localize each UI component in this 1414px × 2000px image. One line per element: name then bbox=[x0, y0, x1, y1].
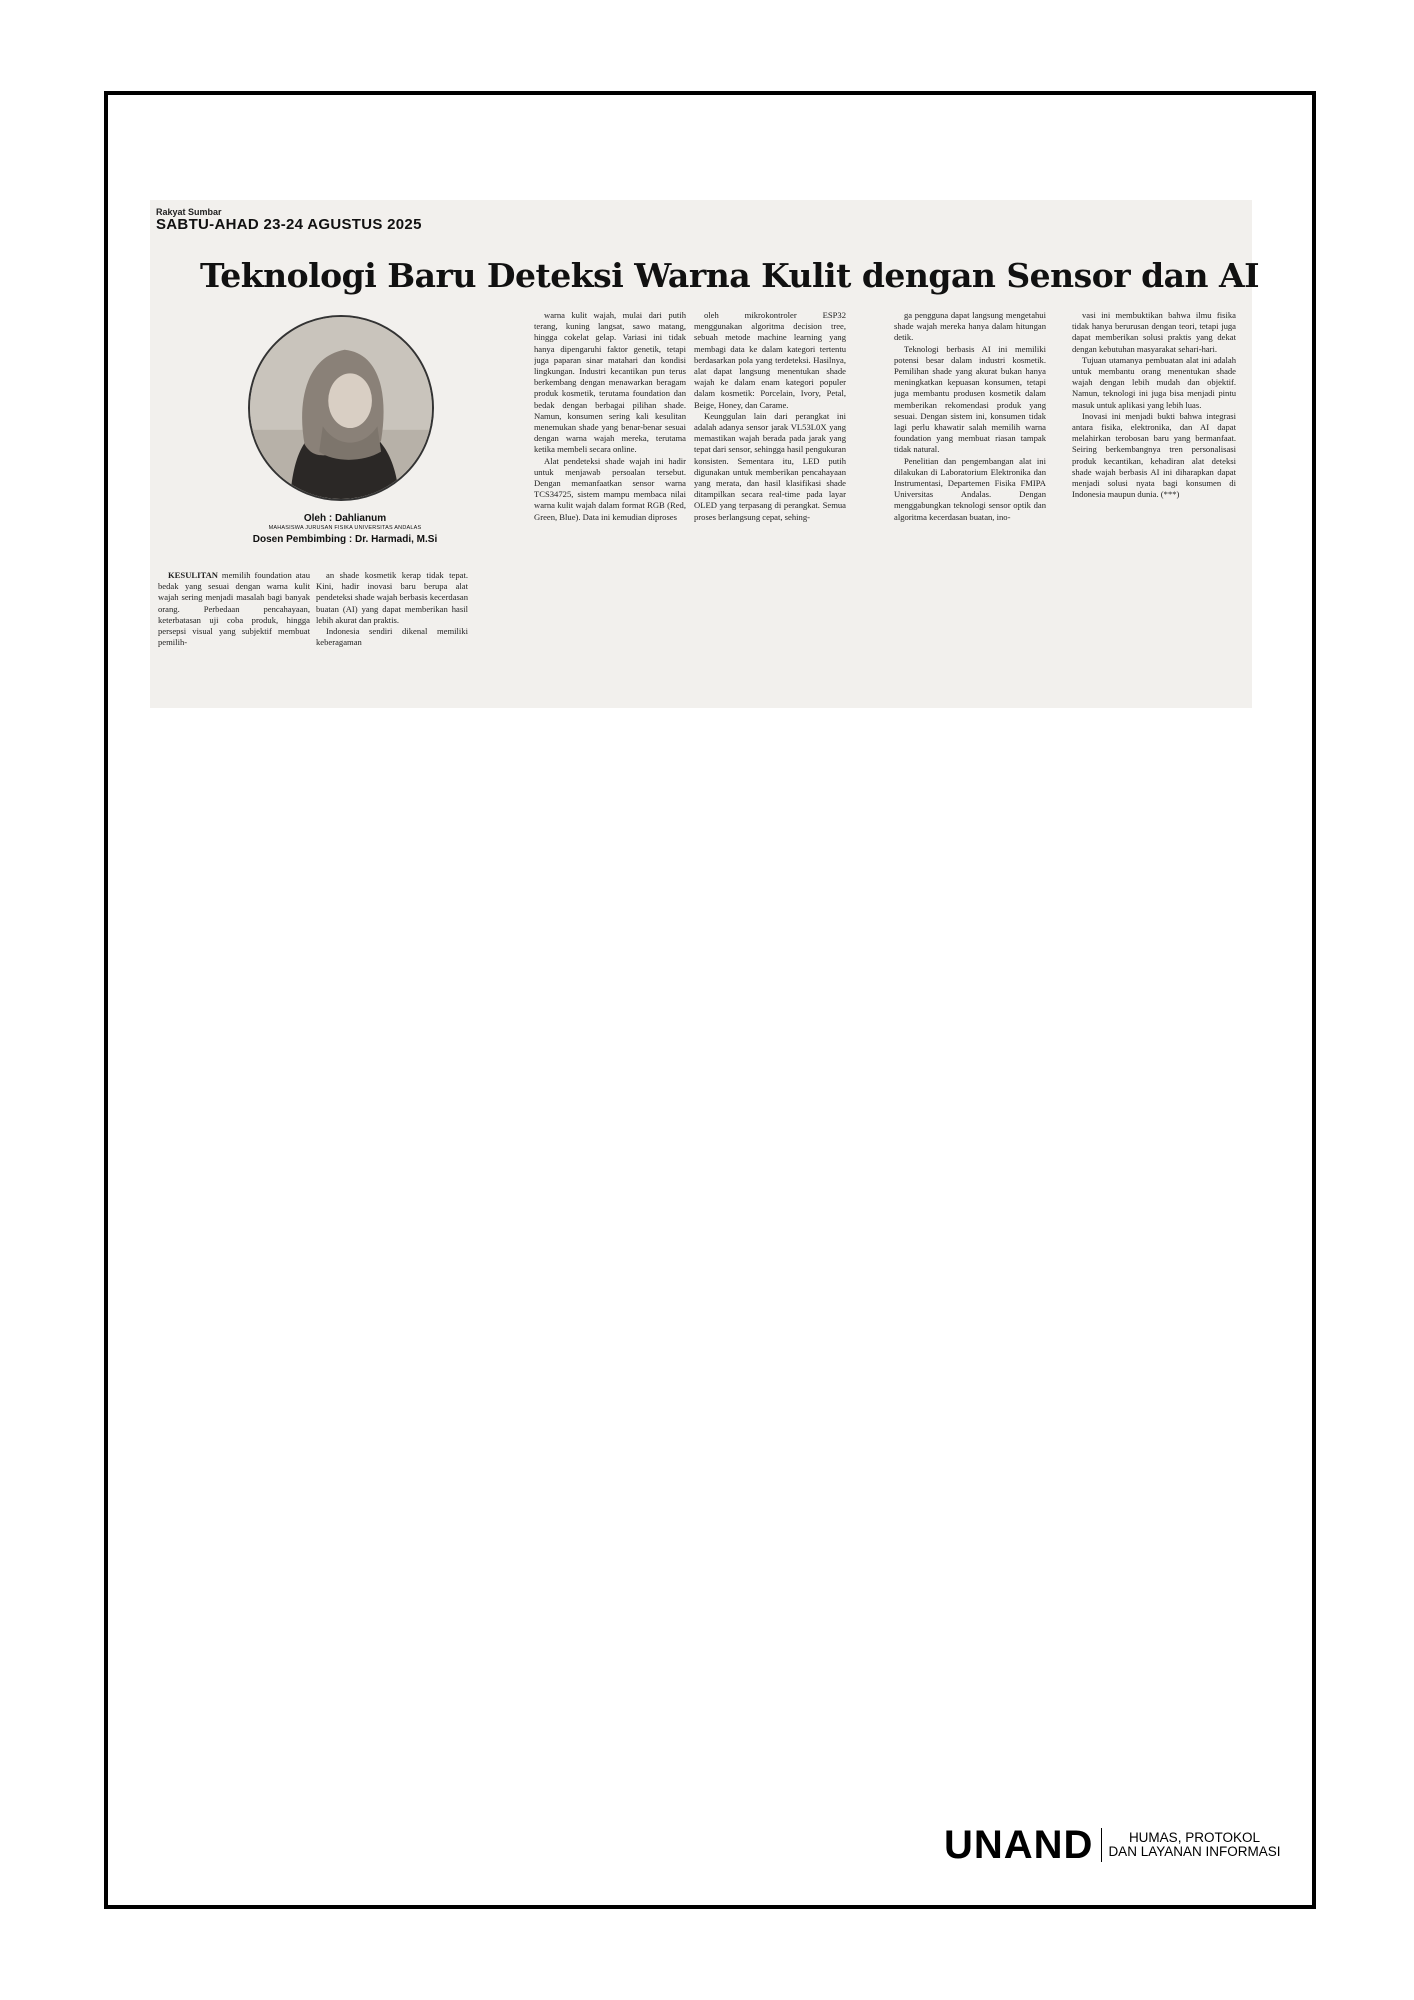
logo-divider bbox=[1101, 1828, 1102, 1862]
article-column-2 bbox=[316, 570, 468, 690]
article-paragraph: Keunggulan lain dari perangkat ini adalah adanya sensor jarak VL53L0X yang memastikan wajah berada pada jarak yang tepat dari sensor, sehingga hasil pengukuran konsisten. Sementara itu, LED putih digunakan untuk memberikan pencahayaan yang merata, dan hasil klasifikasi shade ditampilkan secara real-time pada layar OLED yang terpasang di perangkat. Semua proses berlangsung cepat, sehing- bbox=[694, 410, 846, 522]
article-paragraph: Teknologi berbasis AI ini memiliki potensi besar dalam industri kosmetik. Pemilihan shade yang akurat bukan hanya meningkatkan kepuasan konsumen, tetapi juga membantu produsen kosmetik dalam memberikan rekomendasi produk yang sesuai. Dengan sistem ini, konsumen tidak lagi perlu khawatir salah memilih warna foundation yang membuat riasan tampak tidak natural. bbox=[894, 343, 1046, 455]
article-paragraph bbox=[158, 570, 310, 648]
article-paragraph: vasi ini membuktikan bahwa ilmu fisika tidak hanya berurusan dengan teori, tetapi juga dapat memberikan solusi praktis yang dekat dengan kebutuhan masyarakat sehari-hari. bbox=[1072, 310, 1236, 354]
article-paragraph: Tujuan utamanya pembuatan alat ini adalah untuk membantu orang menentukan shade wajah dengan lebih mudah dan objektif. Namun, teknologi ini juga bisa menjadi pintu masuk untuk aplikasi yang lebih luas. bbox=[1072, 354, 1236, 410]
article-column-5 bbox=[894, 310, 1046, 690]
publication-name: Rakyat Sumbar bbox=[156, 207, 222, 217]
article-paragraph: warna kulit wajah, mulai dari putih terang, kuning langsat, sawo matang, hingga cokelat gelap. Variasi ini tidak hanya dipengaruhi faktor genetik, tetapi juga paparan sinar matahari dan kondisi lingkungan. Industri kecantikan pun terus berkembang dengan menawarkan beragam produk kosmetik, terutama foundation dan bedak dengan berbagai pilihan shade. Namun, konsumen sering kali kesulitan menemukan shade yang benar-benar sesuai dengan warna wajah mereka, terutama ketika membeli secara online. bbox=[534, 310, 686, 455]
article-column-1 bbox=[158, 570, 310, 690]
article-column-6 bbox=[1072, 310, 1236, 690]
department-line-2: DAN LAYANAN INFORMASI bbox=[1108, 1844, 1281, 1859]
article-byline bbox=[240, 513, 450, 545]
unand-logo-text: UNAND bbox=[944, 1823, 1094, 1867]
author-affiliation: MAHASISWA JURUSAN FISIKA UNIVERSITAS ANDALAS bbox=[268, 525, 422, 531]
department-name bbox=[1108, 1831, 1280, 1859]
department-line-1: HUMAS, PROTOKOL bbox=[1128, 1830, 1260, 1845]
supervisor-name: Dosen Pembimbing : Dr. Harmadi, M.Si bbox=[252, 534, 438, 545]
article-paragraph: ga pengguna dapat langsung mengetahui shade wajah mereka hanya dalam hitungan detik. bbox=[894, 310, 1046, 343]
newspaper-clipping bbox=[150, 200, 1260, 708]
author-name: Oleh : Dahlianum bbox=[303, 513, 387, 524]
article-paragraph: Indonesia sendiri dikenal memiliki keberagaman bbox=[316, 626, 468, 648]
article-paragraph: Inovasi ini menjadi bukti bahwa integrasi antara fisika, elektronika, dan AI dapat melahirkan terobosan baru yang bermanfaat. Seiring berkembangnya tren personalisasi produk kecantikan, kehadiran alat deteksi shade wajah berbasis AI ini diharapkan dapat menjadi solusi nyata bagi konsumen di Indonesia maupun dunia. (***) bbox=[1072, 410, 1236, 500]
article-column-4 bbox=[694, 310, 846, 690]
article-paragraph: an shade kosmetik kerap tidak tepat. Kini, hadir inovasi baru berupa alat pendeteksi shade wajah berbasis kecerdasan buatan (AI) yang dapat memberikan hasil lebih akurat dan praktis. bbox=[316, 570, 468, 625]
author-photo bbox=[248, 315, 434, 501]
publication-date: SABTU-AHAD 23-24 AGUSTUS 2025 bbox=[156, 216, 422, 233]
article-column-3 bbox=[534, 310, 686, 690]
lead-word: KESULITAN bbox=[168, 570, 218, 580]
article-paragraph: oleh mikrokontroler ESP32 menggunakan algoritma decision tree, sebuah metode machine learning yang membagi data ke dalam kategori tertentu berdasarkan pola yang terdeteksi. Hasilnya, alat dapat langsung menentukan shade wajah ke dalam enam kategori populer dalam kosmetik: Porcelain, Ivory, Petal, Beige, Honey, dan Carame. bbox=[694, 310, 846, 410]
footer-logo bbox=[944, 1822, 1280, 1868]
article-paragraph: Penelitian dan pengembangan alat ini dilakukan di Laboratorium Elektronika dan Instrumentasi, Departemen Fisika FMIPA Universitas Andalas. Dengan menggabungkan teknologi sensor optik dan algoritma kecerdasan buatan, ino- bbox=[894, 455, 1046, 522]
article-headline: Teknologi Baru Deteksi Warna Kulit dengan Sensor dan AI bbox=[200, 256, 1260, 295]
article-paragraph: Alat pendeteksi shade wajah ini hadir untuk menjawab persoalan tersebut. Dengan memanfaatkan sensor warna TCS34725, sistem mampu membaca nilai warna kulit wajah dalam format RGB (Red, Green, Blue). Data ini kemudian diproses bbox=[534, 455, 686, 522]
paragraph-text: memilih foundation atau bedak yang sesuai dengan warna kulit wajah sering menjadi masalah bagi banyak orang. Perbedaan pencahayaan, keterbatasan uji coba produk, hingga persepsi visual yang subjektif membuat pemilih- bbox=[158, 570, 310, 648]
